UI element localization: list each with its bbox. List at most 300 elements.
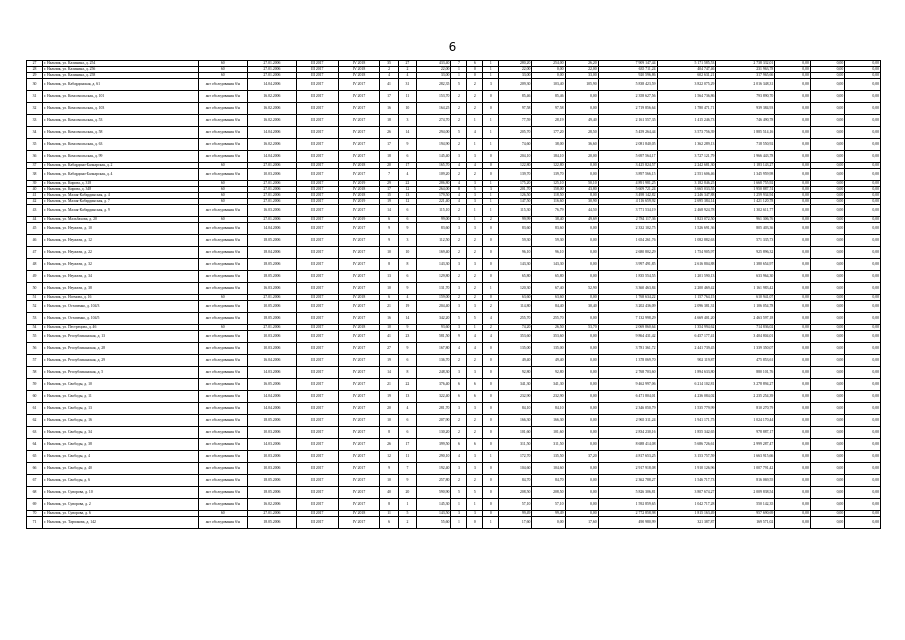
cell-address: г. Нальчик, ул. Республиканская, д. 29	[42, 355, 198, 367]
cell-area-private: 83,60	[532, 223, 565, 235]
cell-cost-budget: 169 571,02	[716, 517, 775, 529]
cell-cost-total: 3 771 534,19	[598, 205, 657, 217]
cell-cost-other: 0,00	[845, 223, 881, 235]
cell-area-private: 184,10	[532, 151, 565, 163]
cell-cost-total: 3 202 436,09	[598, 301, 657, 313]
cell-row-number: 29	[27, 73, 43, 79]
cell-area-private: 135,50	[532, 451, 565, 463]
table-row	[27, 247, 881, 259]
cell-address: г. Нальчик, ул. Калинина, д. 254	[42, 61, 198, 67]
cell-address: г. Нальчик, ул. Кабардино-Балкарская, д. 4	[42, 169, 198, 181]
cell-residents-relocated: 10	[398, 103, 416, 115]
cell-residents-relocated: 14	[398, 127, 416, 139]
cell-address: г. Нальчик, ул. Неужели, д. 12	[42, 235, 198, 247]
cell-address: г. Нальчик, ул. Кабардино-Балкарская, д. 2	[42, 163, 198, 169]
cell-area-total: 192,40	[417, 463, 451, 475]
cell-row-number: 28	[27, 67, 43, 73]
cell-recognition-date: 27.01.2006	[247, 67, 296, 73]
cell-rooms-private: 3	[467, 301, 483, 313]
cell-planned-start: III 2017	[296, 403, 338, 415]
cell-area-relocated: 341,30	[499, 379, 532, 391]
cell-address: г. Нальчик, ул. Свободы, д. 6	[42, 475, 198, 487]
cell-cost-extra: 0,00	[810, 199, 844, 205]
cell-area-municipal: 105,90	[565, 79, 598, 91]
cell-residents-relocated: 22	[398, 181, 416, 187]
cell-area-relocated: 115,30	[499, 205, 532, 217]
cell-recognition-date: 18.05.2006	[247, 259, 296, 271]
cell-cost-total: 9 864 431,42	[598, 331, 657, 343]
cell-cost-local: 0,00	[775, 127, 811, 139]
cell-planned-end: IV 2017	[338, 271, 380, 283]
cell-cost-total: 5 459 264,44	[598, 127, 657, 139]
cell-planned-end: IV 2018	[338, 163, 380, 169]
cell-cost-extra: 0,00	[810, 295, 844, 301]
cell-area-total: 342,20	[417, 313, 451, 325]
cell-row-number: 45	[27, 223, 43, 235]
cell-cost-total: 1 592 859,65	[598, 499, 657, 511]
cell-area-relocated: 33,00	[499, 73, 532, 79]
cell-cost-total: 490 980,99	[598, 517, 657, 529]
cell-cost-total: 3 897 566,15	[598, 169, 657, 181]
cell-area-municipal: 52,90	[565, 283, 598, 295]
cell-rooms-total: 3	[451, 367, 467, 379]
cell-recognition-date: 10.05.2006	[247, 301, 296, 313]
cell-cost-total: 5 838 423,59	[598, 79, 657, 91]
cell-demolition-basis: 60	[198, 187, 247, 193]
cell-area-private: 84,70	[532, 475, 565, 487]
cell-cost-fund: 1 855 342,65	[657, 427, 716, 439]
cell-planned-end: IV 2017	[338, 367, 380, 379]
table-row	[27, 355, 881, 367]
cell-cost-total: 1 654 261,76	[598, 235, 657, 247]
cell-residents-relocated: 9	[398, 223, 416, 235]
cell-cost-other: 0,00	[845, 271, 881, 283]
cell-planned-start: III 2017	[296, 91, 338, 103]
cell-rooms-municipal: 0	[483, 343, 499, 355]
cell-cost-other: 0,00	[845, 79, 881, 91]
cell-address: г. Нальчик, ул. Неужели, д. 38	[42, 283, 198, 295]
cell-area-total: 143,30	[417, 259, 451, 271]
cell-rooms-total: 3	[451, 283, 467, 295]
cell-address: г. Нальчик, ул. Свободы, д. 34	[42, 427, 198, 439]
cell-rooms-total: 8	[451, 187, 467, 193]
cell-cost-extra: 0,00	[810, 259, 844, 271]
cell-cost-extra: 0,00	[810, 517, 844, 529]
cell-cost-local: 0,00	[775, 451, 811, 463]
cell-rooms-private: 2	[467, 79, 483, 91]
cell-residents-relocated: 6	[398, 271, 416, 283]
cell-planned-end: IV 2017	[338, 379, 380, 391]
cell-recognition-date: 10.03.2006	[247, 169, 296, 181]
table-row	[27, 403, 881, 415]
cell-planned-start: III 2017	[296, 463, 338, 475]
cell-planned-start: III 2017	[296, 427, 338, 439]
cell-cost-local: 0,00	[775, 151, 811, 163]
cell-residents-total: 12	[380, 451, 398, 463]
cell-area-total: 55,60	[417, 517, 451, 529]
cell-residents-relocated: 17	[398, 439, 416, 451]
cell-cost-total: 8 688 414,08	[598, 439, 657, 451]
cell-area-total: 164,25	[417, 103, 451, 115]
cell-demolition-basis: акт обследования б/н	[198, 427, 247, 439]
cell-area-municipal: 26,20	[565, 61, 598, 67]
cell-area-total: 581,50	[417, 331, 451, 343]
cell-area-total: 109,20	[417, 169, 451, 181]
cell-cost-extra: 0,00	[810, 73, 844, 79]
cell-demolition-basis: акт обследования б/н	[198, 79, 247, 91]
housing-resettlement-table	[26, 60, 881, 529]
cell-address: г. Нальчик, ул. Республиканская, д. 28	[42, 343, 198, 355]
cell-residents-relocated: 7	[398, 463, 416, 475]
cell-row-number: 48	[27, 259, 43, 271]
cell-area-relocated: 175,20	[499, 181, 532, 187]
table-row	[27, 331, 881, 343]
cell-cost-extra: 0,00	[810, 313, 844, 325]
cell-planned-end: IV 2017	[338, 247, 380, 259]
cell-residents-total: 40	[380, 487, 398, 499]
cell-address: г. Нальчик, ул. Комсомольская, д. 53	[42, 115, 198, 127]
cell-planned-start: III 2017	[296, 355, 338, 367]
cell-demolition-basis: акт обследования б/н	[198, 103, 247, 115]
cell-demolition-basis: акт обследования б/н	[198, 475, 247, 487]
table-row	[27, 343, 881, 355]
cell-area-private: 125,10	[532, 181, 565, 187]
cell-residents-total: 10	[380, 415, 398, 427]
cell-cost-local: 0,00	[775, 271, 811, 283]
cell-cost-local: 0,00	[775, 205, 811, 217]
cell-rooms-total: 1	[451, 517, 467, 529]
cell-cost-total: 920 596,86	[598, 73, 657, 79]
cell-area-municipal: 0,00	[565, 343, 598, 355]
cell-address: г. Нальчик, ул. Кабардинская, д. 61	[42, 79, 198, 91]
cell-row-number: 60	[27, 391, 43, 403]
cell-planned-start: III 2017	[296, 331, 338, 343]
cell-rooms-private: 1	[467, 115, 483, 127]
cell-demolition-basis: акт обследования б/н	[198, 391, 247, 403]
table-row	[27, 91, 881, 103]
cell-cost-other: 0,00	[845, 61, 881, 67]
cell-rooms-private: 2	[467, 271, 483, 283]
cell-cost-other: 0,00	[845, 67, 881, 73]
cell-cost-local: 0,00	[775, 517, 811, 529]
cell-demolition-basis: 60	[198, 295, 247, 301]
cell-address: г. Нальчик, ул. Комсомольская, д. 99	[42, 151, 198, 163]
cell-rooms-total: 2	[451, 115, 467, 127]
cell-cost-total: 5 826 306,81	[598, 487, 657, 499]
cell-residents-relocated: 13	[398, 391, 416, 403]
cell-row-number: 42	[27, 199, 43, 205]
cell-planned-end: IV 2017	[338, 415, 380, 427]
cell-cost-extra: 0,00	[810, 451, 844, 463]
cell-planned-start: III 2017	[296, 115, 338, 127]
cell-area-private: 255,70	[532, 313, 565, 325]
cell-demolition-basis: акт обследования б/н	[198, 343, 247, 355]
cell-planned-start: III 2017	[296, 79, 338, 91]
cell-demolition-basis: акт обследования б/н	[198, 313, 247, 325]
cell-cost-budget: 2 009 838,54	[716, 487, 775, 499]
cell-cost-total: 2 362 788,27	[598, 475, 657, 487]
cell-address: г. Нальчик, ул. Остапенко, д. 104/3	[42, 301, 198, 313]
cell-cost-budget: 2 235 254,39	[716, 391, 775, 403]
cell-cost-other: 0,00	[845, 295, 881, 301]
table-row	[27, 235, 881, 247]
cell-cost-local: 0,00	[775, 247, 811, 259]
cell-demolition-basis: акт обследования б/н	[198, 463, 247, 475]
cell-planned-end: IV 2017	[338, 151, 380, 163]
cell-demolition-basis: акт обследования б/н	[198, 205, 247, 217]
cell-planned-start: III 2017	[296, 511, 338, 517]
cell-cost-budget: 317 965,66	[716, 73, 775, 79]
cell-residents-total: 10	[380, 475, 398, 487]
cell-cost-local: 0,00	[775, 415, 811, 427]
cell-cost-total: 2 081 840,05	[598, 139, 657, 151]
cell-rooms-private: 2	[467, 169, 483, 181]
cell-residents-relocated: 6	[398, 427, 416, 439]
cell-rooms-total: 4	[451, 343, 467, 355]
cell-row-number: 53	[27, 313, 43, 325]
cell-demolition-basis: 60	[198, 61, 247, 67]
cell-recognition-date: 18.05.2006	[247, 415, 296, 427]
cell-row-number: 43	[27, 205, 43, 217]
cell-row-number: 46	[27, 235, 43, 247]
cell-area-relocated: 143,30	[499, 259, 532, 271]
cell-demolition-basis: акт обследования б/н	[198, 403, 247, 415]
cell-area-private: 139,70	[532, 169, 565, 181]
cell-cost-budget: 633 964,30	[716, 271, 775, 283]
cell-planned-end: IV 2017	[338, 499, 380, 511]
cell-address: г. Нальчик, ул. Малая-Кабардинская, д. 7	[42, 199, 198, 205]
cell-cost-fund: 1 415 246,73	[657, 115, 716, 127]
cell-cost-budget: 939 384,93	[716, 103, 775, 115]
cell-planned-start: III 2017	[296, 181, 338, 187]
cell-cost-local: 0,00	[775, 217, 811, 223]
cell-rooms-private: 2	[467, 247, 483, 259]
cell-demolition-basis: акт обследования б/н	[198, 487, 247, 499]
cell-area-municipal: 0,00	[565, 235, 598, 247]
cell-rooms-total: 2	[451, 247, 467, 259]
cell-rooms-municipal: 0	[483, 235, 499, 247]
cell-area-private: 103,40	[532, 79, 565, 91]
cell-area-total: 194,90	[417, 139, 451, 151]
cell-area-municipal: 0,00	[565, 487, 598, 499]
cell-cost-local: 0,00	[775, 79, 811, 91]
cell-planned-end: IV 2018	[338, 193, 380, 199]
cell-cost-local: 0,00	[775, 331, 811, 343]
cell-area-private: 85,46	[532, 91, 565, 103]
cell-area-relocated: 122,80	[499, 163, 532, 169]
cell-cost-total: 1 378 069,70	[598, 355, 657, 367]
cell-demolition-basis: 60	[198, 181, 247, 187]
cell-address: г. Нальчик, ул. Суворова, д. 2	[42, 499, 198, 511]
cell-rooms-private: 3	[467, 451, 483, 463]
cell-row-number: 54	[27, 325, 43, 331]
cell-rooms-municipal: 0	[483, 391, 499, 403]
cell-residents-relocated: 2	[398, 517, 416, 529]
cell-cost-fund: 6 214 102,81	[657, 379, 716, 391]
cell-rooms-total: 6	[451, 439, 467, 451]
cell-rooms-private: 3	[467, 223, 483, 235]
cell-row-number: 39	[27, 181, 43, 187]
cell-rooms-private: 3	[467, 463, 483, 475]
cell-recognition-date: 16.02.2006	[247, 139, 296, 151]
cell-rooms-private: 0	[467, 67, 483, 73]
cell-rooms-private: 2	[467, 235, 483, 247]
cell-residents-total: 16	[380, 313, 398, 325]
cell-area-total: 153,70	[417, 91, 451, 103]
cell-area-relocated: 74,60	[499, 139, 532, 151]
cell-area-municipal: 50,10	[565, 181, 598, 187]
cell-cost-total: 2 358 627,56	[598, 91, 657, 103]
cell-demolition-basis: акт обследования б/н	[198, 169, 247, 181]
cell-rooms-municipal: 0	[483, 151, 499, 163]
cell-area-total: 136,70	[417, 355, 451, 367]
cell-cost-extra: 0,00	[810, 223, 844, 235]
cell-address: г. Нальчик, ул. Остапенко, д. 104/5	[42, 313, 198, 325]
cell-residents-total: 14	[380, 205, 398, 217]
cell-planned-start: III 2017	[296, 283, 338, 295]
cell-rooms-total: 9	[451, 331, 467, 343]
cell-row-number: 34	[27, 127, 43, 139]
cell-planned-start: III 2017	[296, 517, 338, 529]
cell-area-relocated: 126,50	[499, 193, 532, 199]
cell-area-municipal: 0,00	[565, 247, 598, 259]
cell-cost-local: 0,00	[775, 343, 811, 355]
cell-area-relocated: 147,50	[499, 199, 532, 205]
cell-cost-extra: 0,00	[810, 301, 844, 313]
cell-planned-end: IV 2017	[338, 355, 380, 367]
cell-area-total: 130,20	[417, 427, 451, 439]
table-row	[27, 367, 881, 379]
cell-rooms-total: 2	[451, 235, 467, 247]
cell-demolition-basis: акт обследования б/н	[198, 499, 247, 511]
cell-address: г. Нальчик, ул. Свободы, д. 38	[42, 439, 198, 451]
cell-planned-end: IV 2019	[338, 181, 380, 187]
cell-area-relocated: 59,30	[499, 235, 532, 247]
cell-rooms-municipal: 3	[483, 79, 499, 91]
cell-area-total: 294,00	[417, 127, 451, 139]
cell-rooms-private: 4	[467, 127, 483, 139]
cell-rooms-municipal: 0	[483, 403, 499, 415]
cell-cost-total: 2 834 230,16	[598, 427, 657, 439]
cell-planned-end: IV 2018	[338, 61, 380, 67]
cell-rooms-municipal: 0	[483, 499, 499, 511]
cell-cost-fund: 1 754 905,97	[657, 247, 716, 259]
cell-cost-fund: 1 780 471,71	[657, 103, 716, 115]
cell-recognition-date: 10.03.2006	[247, 451, 296, 463]
cell-rooms-municipal: 0	[483, 367, 499, 379]
cell-area-relocated: 120,30	[499, 283, 532, 295]
cell-cost-total: 4 116 659,92	[598, 199, 657, 205]
cell-area-municipal: 0,00	[565, 439, 598, 451]
cell-planned-end: IV 2018	[338, 325, 380, 331]
cell-recognition-date: 16.03.2006	[247, 283, 296, 295]
cell-planned-start: III 2017	[296, 295, 338, 301]
cell-row-number: 59	[27, 379, 43, 391]
cell-rooms-total: 2	[451, 103, 467, 115]
cell-planned-start: III 2017	[296, 187, 338, 193]
cell-residents-total: 19	[380, 391, 398, 403]
cell-planned-start: III 2017	[296, 367, 338, 379]
cell-rooms-municipal: 3	[483, 187, 499, 193]
cell-rooms-total: 2	[451, 475, 467, 487]
cell-cost-extra: 0,00	[810, 379, 844, 391]
cell-area-private: 118,50	[532, 193, 565, 199]
cell-area-private: 67,40	[532, 283, 565, 295]
cell-address: г. Нальчик, ул. Свободы, д. 40	[42, 463, 198, 475]
cell-area-total: 376,40	[417, 379, 451, 391]
cell-rooms-municipal: 0	[483, 511, 499, 517]
cell-address: г. Нальчик, ул. Калинина, д. 256	[42, 67, 198, 73]
cell-residents-total: 19	[380, 355, 398, 367]
cell-cost-fund: 3 822 075,29	[657, 79, 716, 91]
cell-area-private: 96,10	[532, 247, 565, 259]
cell-cost-local: 0,00	[775, 475, 811, 487]
cell-row-number: 50	[27, 283, 43, 295]
cell-address: г. Нальчик, ул. Свободы, д. 4	[42, 451, 198, 463]
cell-area-relocated: 57,10	[499, 499, 532, 511]
cell-area-total: 257,80	[417, 475, 451, 487]
table-row	[27, 127, 881, 139]
cell-residents-total: 10	[380, 325, 398, 331]
cell-cost-fund: 2 441 739,45	[657, 343, 716, 355]
cell-rooms-municipal: 0	[483, 439, 499, 451]
cell-planned-start: III 2017	[296, 73, 338, 79]
cell-rooms-municipal: 0	[483, 475, 499, 487]
cell-planned-end: IV 2017	[338, 235, 380, 247]
cell-cost-budget: 2 738 332,01	[716, 61, 775, 67]
cell-row-number: 27	[27, 61, 43, 67]
cell-cost-budget: 550 142,35	[716, 499, 775, 511]
cell-demolition-basis: 60	[198, 193, 247, 199]
cell-rooms-municipal: 0	[483, 415, 499, 427]
cell-cost-total: 2 768 703,60	[598, 367, 657, 379]
cell-cost-total: 1 835 554,55	[598, 271, 657, 283]
cell-cost-other: 0,00	[845, 169, 881, 181]
cell-rooms-total: 1	[451, 499, 467, 511]
cell-rooms-municipal: 1	[483, 451, 499, 463]
cell-cost-other: 0,00	[845, 301, 881, 313]
cell-cost-fund: 902 119,87	[657, 355, 716, 367]
cell-cost-other: 0,00	[845, 73, 881, 79]
cell-row-number: 41	[27, 193, 43, 199]
cell-residents-relocated: 2	[398, 67, 416, 73]
cell-rooms-municipal: 0	[483, 259, 499, 271]
cell-row-number: 47	[27, 247, 43, 259]
table-row	[27, 271, 881, 283]
cell-cost-local: 0,00	[775, 325, 811, 331]
cell-area-municipal: 0,00	[565, 415, 598, 427]
cell-planned-start: III 2017	[296, 205, 338, 217]
cell-rooms-municipal: 1	[483, 181, 499, 187]
cell-area-municipal: 0,00	[565, 367, 598, 379]
cell-area-municipal: 0,00	[565, 511, 598, 517]
cell-planned-end: IV 2018	[338, 511, 380, 517]
cell-cost-other: 0,00	[845, 487, 881, 499]
cell-demolition-basis: 60	[198, 67, 247, 73]
cell-residents-relocated: 19	[398, 301, 416, 313]
cell-area-private: 49,40	[532, 355, 565, 367]
cell-area-private: 99,49	[532, 511, 565, 517]
cell-row-number: 67	[27, 475, 43, 487]
cell-cost-budget: 805 403,36	[716, 223, 775, 235]
cell-planned-start: III 2017	[296, 301, 338, 313]
cell-cost-budget: 957 690,69	[716, 511, 775, 517]
cell-demolition-basis: акт обследования б/н	[198, 355, 247, 367]
cell-cost-other: 0,00	[845, 325, 881, 331]
cell-cost-other: 0,00	[845, 259, 881, 271]
cell-address: г. Нальчик, ул. Малая-Кабардинская, д. 4	[42, 193, 198, 199]
cell-area-total: 167,80	[417, 343, 451, 355]
